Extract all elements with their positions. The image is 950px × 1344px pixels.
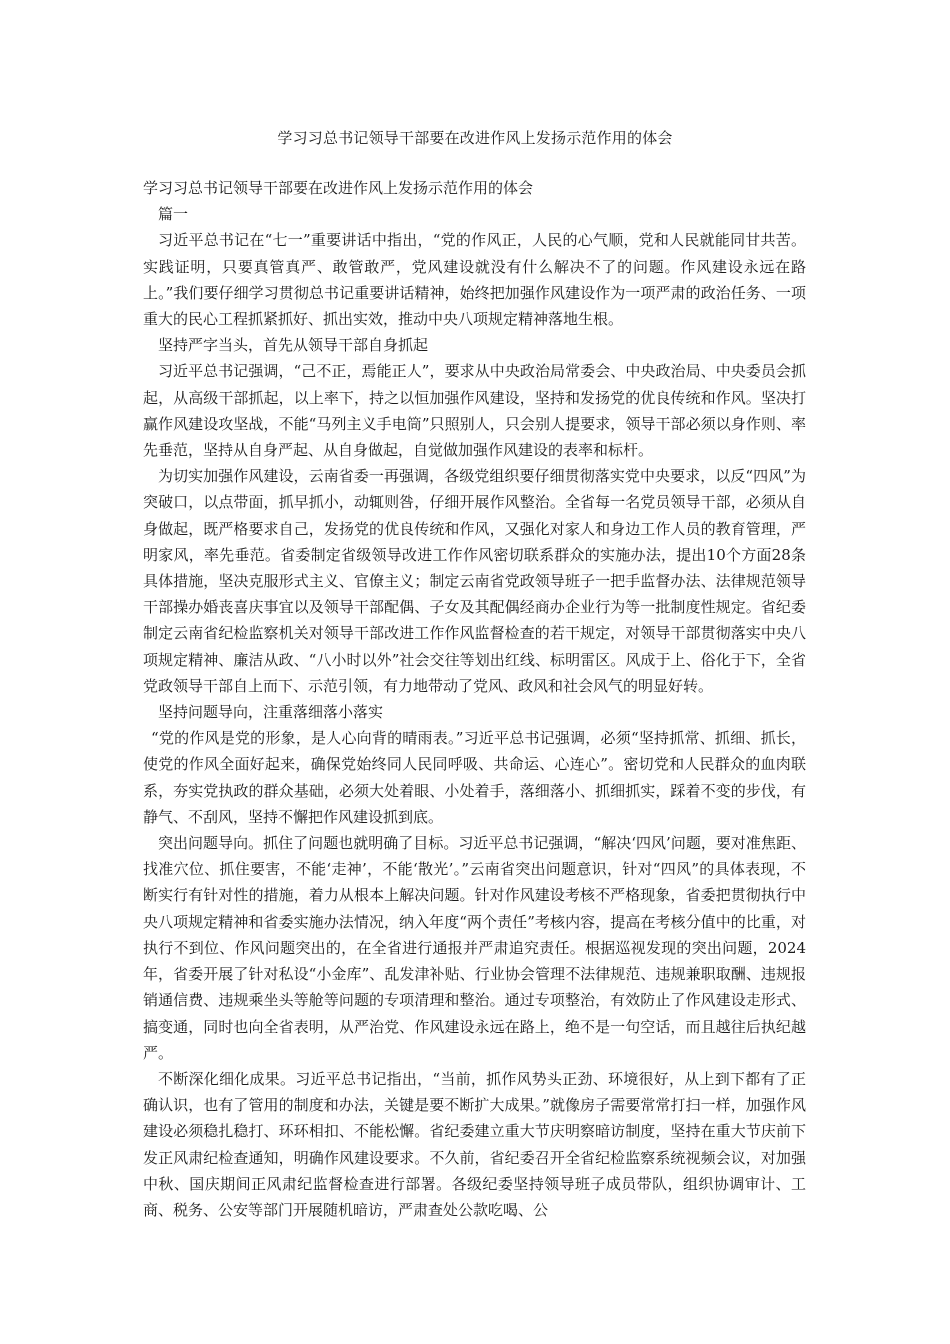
paragraph: 突出问题导向。抓住了问题也就明确了目标。习近平总书记强调，“解决‘四风’问题，要对准焦距、找准穴位、抓住要害，不能‘走神’，不能‘散光’。”云南省突出问题意识，针对“四风”的具体表现，不断实行有针对性的措施，着力从根本上解决问题。针对作风建设考核不严格现象，省委把贯彻执行中央八项规定精神和省委实施办法情况，纳入年度“两个责任”考核内容，提高在考核分值中的比重，对执行不到位、作风问题突出的，在全省进行通报并严肃追究责任。根据巡视发现的突出问题，2024年，省委开展了针对私设“小金库”、乱发津补贴、行业协会管理不法律规范、违规兼职取酬、违规报销通信费、违规乘坐头等舱等问题的专项清理和整治。通过专项整治，有效防止了作风建设走形式、搞变通，同时也向全省表明，从严治党、作风建设永远在路上，绝不是一句空话，而且越往后执纪越严。: [143, 834, 806, 1062]
document-subtitle: 学习习总书记领导干部要在改进作风上发扬示范作用的体会: [143, 179, 534, 197]
paragraph: 习近平总书记强调，“己不正，焉能正人”，要求从中央政治局常委会、中央政治局、中央委员会抓起，从高级干部抓起，以上率下，持之以恒加强作风建设，坚持和发扬党的优良传统和作风。坚决打赢作风建设攻坚战，不能“马列主义手电筒”只照别人，只会别人提要求，领导干部必须以身作则、率先垂范，坚持从自身严起、从自身做起，自觉做加强作风建设的表率和标杆。: [143, 362, 806, 460]
section-heading: 坚持问题导向，注重落细落小落实: [158, 703, 384, 722]
section-heading: 坚持严字当头，首先从领导干部自身抓起: [158, 336, 429, 355]
document-title: 学习习总书记领导干部要在改进作风上发扬示范作用的体会: [277, 129, 673, 147]
paragraph: “党的作风是党的形象，是人心向背的晴雨表。”习近平总书记强调，必须“坚持抓常、抓细、抓长，使党的作风全面好起来，确保党始终同人民同呼吸、共命运、心连心”。密切党和人民群众的血肉联系，夯实党执政的群众基础，必须大处着眼、小处着手，落细落小、抓细抓实，踩着不变的步伐，有静气、不刮风，坚持不懈把作风建设抓到底。: [143, 729, 806, 826]
section-label: 篇一: [158, 205, 189, 224]
paragraph: 为切实加强作风建设，云南省委一再强调，各级党组织要仔细贯彻落实党中央要求，以反“四风”为突破口，以点带面，抓早抓小，动辄则咎，仔细开展作风整治。全省每一名党员领导干部，必须从自身做起，既严格要求自己，发扬党的优良传统和作风，又强化对家人和身边工作人员的教育管理，严明家风，率先垂范。省委制定省级领导改进工作作风密切联系群众的实施办法，提出10个方面28条具体措施，坚决克服形式主义、官僚主义；制定云南省党政领导班子一把手监督办法、法律规范领导干部操办婚丧喜庆事宜以及领导干部配偶、子女及其配偶经商办企业行为等一批制度性规定。省纪委制定云南省纪检监察机关对领导干部改进工作作风监督检查的若干规定，对领导干部贯彻落实中央八项规定精神、廉洁从政、“八小时以外”社会交往等划出红线、标明雷区。风成于上、俗化于下，全省党政领导干部自上而下、示范引领，有力地带动了党风、政风和社会风气的明显好转。: [143, 467, 806, 695]
document-body: [143, 175, 806, 1223]
paragraph: 习近平总书记在“七一”重要讲话中指出，“党的作风正，人民的心气顺，党和人民就能同甘共苦。实践证明，只要真管真严、敢管敢严，党风建设就没有什么解决不了的问题。作风建设永远在路上。”我们要仔细学习贯彻总书记重要讲话精神，始终把加强作风建设作为一项严肃的政治任务、一项重大的民心工程抓紧抓好、抓出实效，推动中央八项规定精神落地生根。: [143, 231, 806, 329]
paragraph: 不断深化细化成果。习近平总书记指出，“当前，抓作风势头正劲、环境很好，从上到下都有了正确认识，也有了管用的制度和办法，关键是要不断扩大成果。”就像房子需要常常打扫一样，加强作风建设必须稳扎稳打、环环相扣、不能松懈。省纪委建立重大节庆明察暗访制度，坚持在重大节庆前下发正风肃纪检查通知，明确作风建设要求。不久前，省纪委召开全省纪检监察系统视频会议，对加强中秋、国庆期间正风肃纪监督检查进行部署。各级纪委坚持领导班子成员带队，组织协调审计、工商、税务、公安等部门开展随机暗访，严肃查处公款吃喝、公: [143, 1069, 806, 1219]
